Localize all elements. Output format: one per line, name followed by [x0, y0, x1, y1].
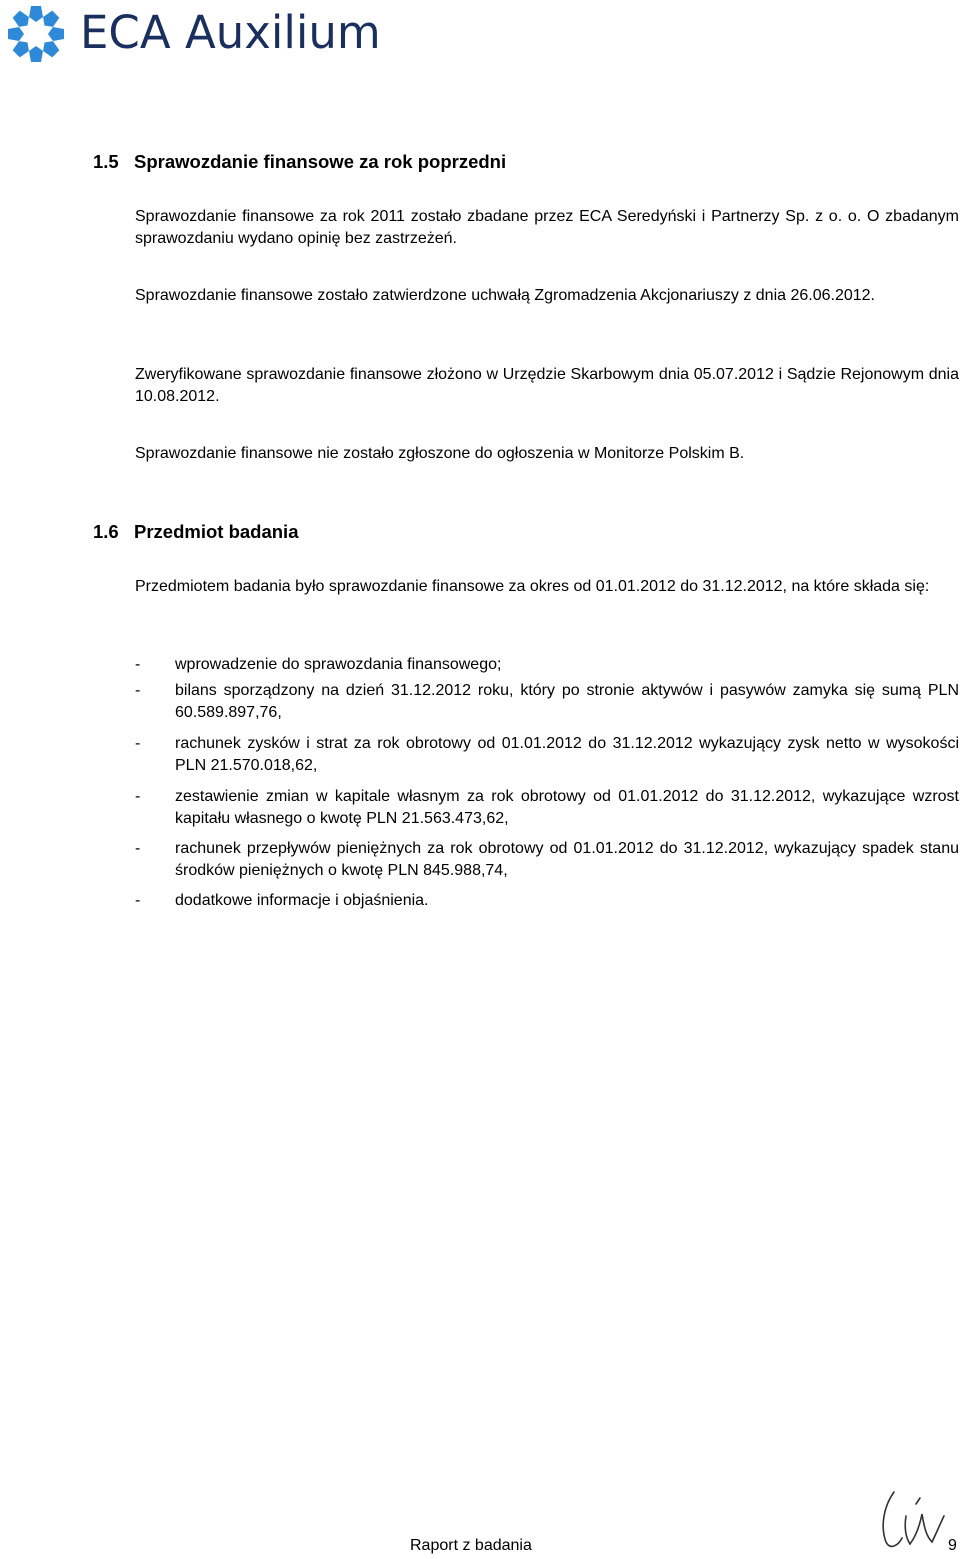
list-item	[135, 680, 959, 724]
section-heading-1-5	[93, 151, 506, 173]
list-dash: -	[135, 892, 141, 909]
section-title: Przedmiot badania	[134, 521, 299, 542]
list-item-text: wprowadzenie do sprawozdania finansowego;	[175, 656, 502, 673]
list-dash: -	[135, 840, 141, 857]
company-logo	[4, 4, 381, 64]
section-heading-1-6	[93, 521, 298, 543]
list-item-text: zestawienie zmian w kapitale własnym za rok obrotowy od 01.01.2012 do 31.12.2012, wykazujące wzrost kapitału własnego o kwotę PLN 21.563.473,62,	[175, 788, 959, 827]
list-dash: -	[135, 735, 141, 752]
list-item-text: bilans sporządzony na dzień 31.12.2012 roku, który po stronie aktywów i pasywów zamyka się sumą PLN 60.589.897,76,	[175, 682, 959, 721]
list-item-text: rachunek zysków i strat za rok obrotowy od 01.01.2012 do 31.12.2012 wykazujący zysk netto w wysokości PLN 21.570.018,62,	[175, 735, 959, 774]
list-item	[135, 890, 959, 912]
list-item	[135, 786, 959, 830]
paragraph-publication: Sprawozdanie finansowe nie zostało zgłoszone do ogłoszenia w Monitorze Polskim B.	[135, 445, 745, 462]
list-dash: -	[135, 788, 141, 805]
paragraph-previous-audit: Sprawozdanie finansowe za rok 2011 zostało zbadane przez ECA Seredyński i Partnerzy Sp. z o. o. O zbadanym sprawozdaniu wydano opinię bez zastrzeżeń.	[135, 208, 959, 247]
footer-report-label: Raport z badania	[410, 1537, 532, 1554]
section-title: Sprawozdanie finansowe za rok poprzedni	[134, 151, 507, 172]
section-number: 1.5	[93, 151, 119, 172]
list-item	[135, 838, 959, 882]
list-item	[135, 733, 959, 777]
paragraph-filing: Zweryfikowane sprawozdanie finansowe złożono w Urzędzie Skarbowym dnia 05.07.2012 i Sądzie Rejonowym dnia 10.08.2012.	[135, 366, 959, 405]
paragraph-approval: Sprawozdanie finansowe zostało zatwierdzone uchwałą Zgromadzenia Akcjonariuszy z dnia 26.06.2012.	[135, 287, 875, 304]
paragraph-audit-scope: Przedmiotem badania było sprawozdanie finansowe za okres od 01.01.2012 do 31.12.2012, na które składa się:	[135, 578, 930, 595]
section-number: 1.6	[93, 521, 119, 542]
list-dash: -	[135, 656, 141, 673]
list-item	[135, 654, 959, 676]
star-logo-icon	[4, 4, 68, 64]
handwritten-signature	[876, 1486, 952, 1556]
list-item-text: rachunek przepływów pieniężnych za rok obrotowy od 01.01.2012 do 31.12.2012, wykazujący spadek stanu środków pieniężnych o kwotę PLN 845.988,74,	[175, 840, 959, 879]
list-dash: -	[135, 682, 141, 699]
page-number: 9	[948, 1537, 957, 1554]
list-item-text: dodatkowe informacje i objaśnienia.	[175, 892, 429, 909]
logo-wordmark: ECA Auxilium	[80, 5, 381, 59]
